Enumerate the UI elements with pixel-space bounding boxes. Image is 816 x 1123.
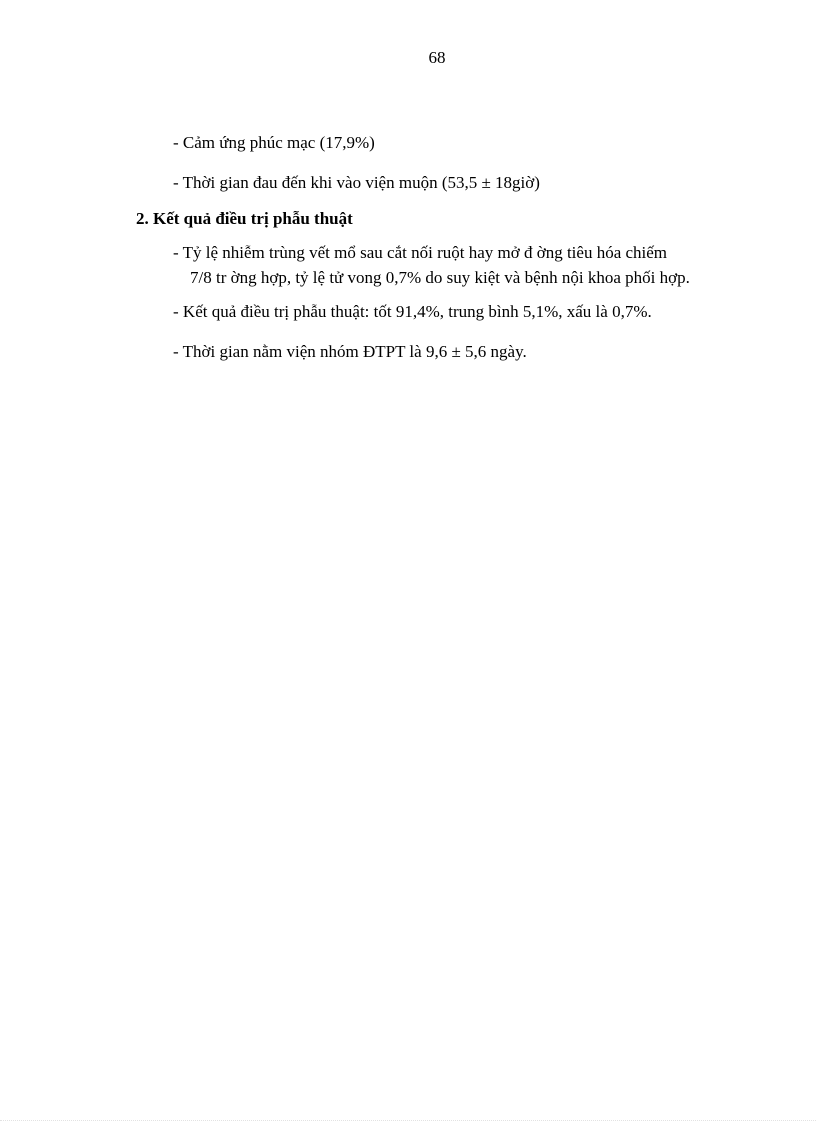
bullet-pain-time: - Thời gian đau đến khi vào viện muộn (53,5 ± 18giờ) <box>173 173 540 192</box>
bullet-infection-line1: - Tỷ lệ nhiễm trùng vết mổ sau cắt nối ruột hay mở đ ờng tiêu hóa chiếm <box>173 243 668 262</box>
page-edge-divider <box>0 1120 816 1121</box>
bullet-hospital-stay: - Thời gian nằm viện nhóm ĐTPT là 9,6 ± 5,6 ngày. <box>173 342 527 361</box>
page-number: 68 <box>428 48 446 67</box>
bullet-infection-line2: 7/8 tr ờng hợp, tỷ lệ tử vong 0,7% do suy kiệt và bệnh nội khoa phối hợp. <box>190 268 690 287</box>
bullet-surgery-results: - Kết quả điều trị phẫu thuật: tốt 91,4%, trung bình 5,1%, xấu là 0,7%. <box>173 302 652 321</box>
section-heading: 2. Kết quả điều trị phẫu thuật <box>136 209 353 228</box>
bullet-peritoneal: - Cảm ứng phúc mạc (17,9%) <box>173 133 375 152</box>
